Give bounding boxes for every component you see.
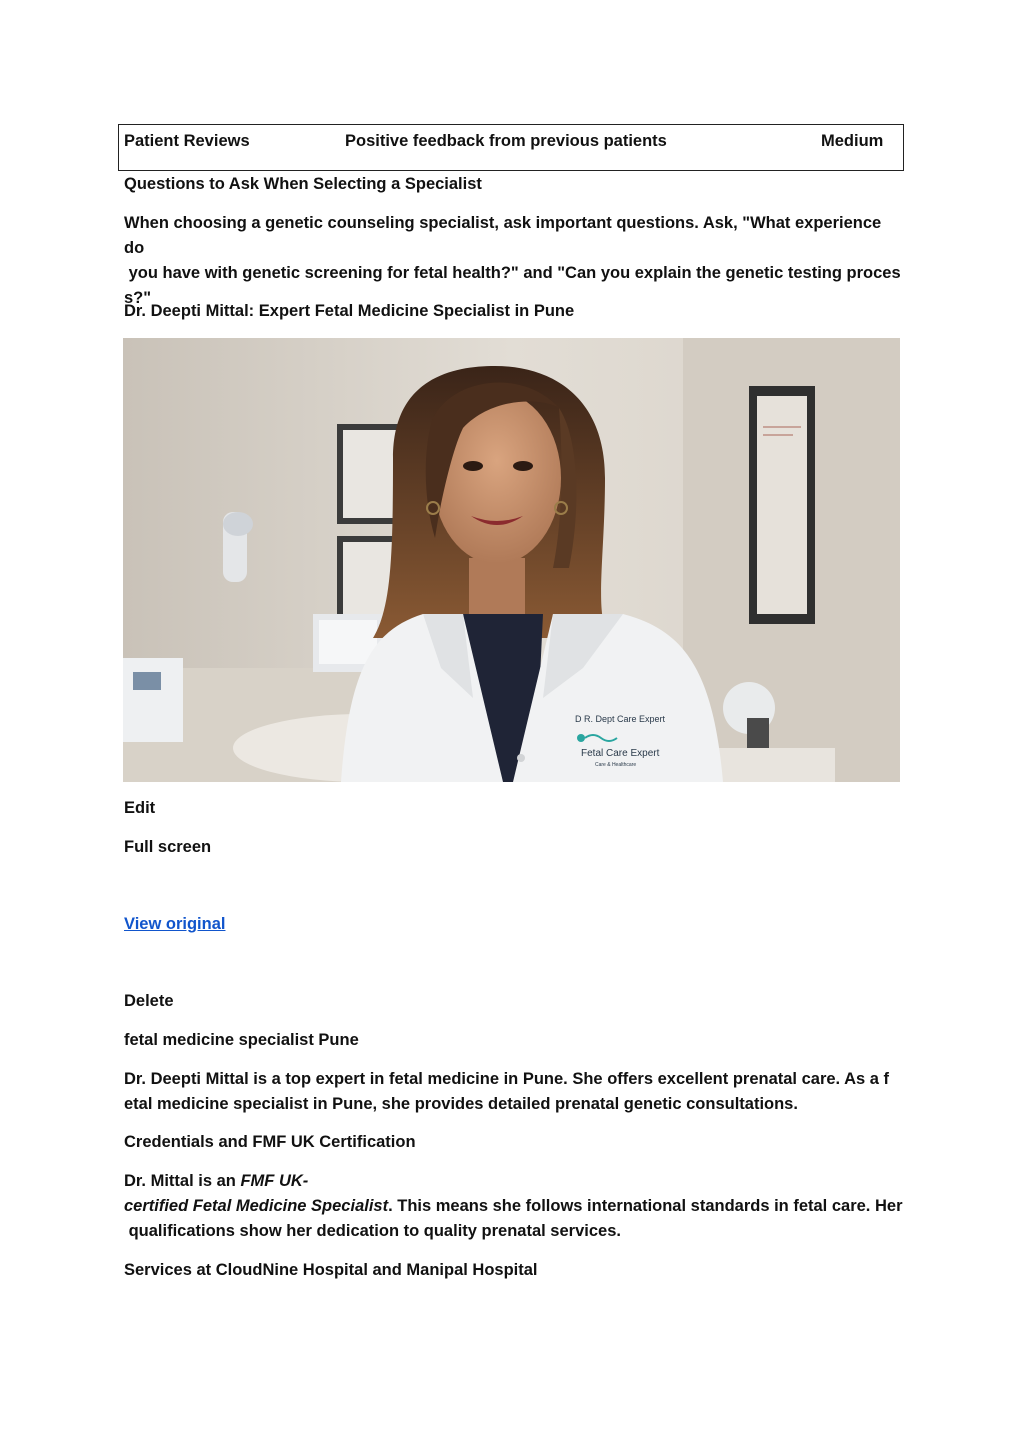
image-delete-action[interactable]: Delete [124, 992, 174, 1010]
view-original-link[interactable]: View original [124, 915, 226, 933]
credentials-emphasis-2: certified Fetal Medicine Specialist [124, 1197, 389, 1215]
credentials-heading: Credentials and FMF UK Certification [124, 1133, 416, 1151]
criteria-table-row [118, 124, 904, 171]
questions-line-2: you have with genetic screening for fetal health?" and "Can you explain the genetic testing proces [124, 264, 901, 282]
image-full-screen-action[interactable]: Full screen [124, 838, 212, 856]
credentials-line-2-rest: . This means she follows international standards in fetal care. Her [388, 1197, 903, 1215]
table-cell-importance: Medium [821, 132, 884, 150]
doctor-heading: Dr. Deepti Mittal: Expert Fetal Medicine Specialist in Pune [124, 302, 575, 320]
keyword-heading: fetal medicine specialist Pune [124, 1031, 359, 1049]
questions-heading: Questions to Ask When Selecting a Specialist [124, 175, 482, 193]
intro-paragraph [124, 1067, 904, 1117]
credentials-line-3: qualifications show her dedication to quality prenatal services. [124, 1222, 621, 1240]
questions-line-1: When choosing a genetic counseling specialist, ask important questions. Ask, "What experience do [124, 214, 882, 257]
credentials-emphasis-1: FMF UK- [240, 1172, 309, 1190]
credentials-paragraph [124, 1169, 904, 1244]
coat-badge-text-2: Fetal Care Expert [581, 748, 660, 759]
questions-line-3: s?" [124, 289, 152, 307]
questions-paragraph [124, 211, 904, 311]
coat-badge-text-1: D R. Dept Care Expert [575, 714, 666, 724]
image-edit-action[interactable]: Edit [124, 799, 156, 817]
services-heading: Services at CloudNine Hospital and Manipal Hospital [124, 1261, 538, 1279]
doctor-photo [123, 338, 900, 782]
credentials-prefix: Dr. Mittal is an [124, 1172, 241, 1190]
intro-line-1: Dr. Deepti Mittal is a top expert in fetal medicine in Pune. She offers excellent prenatal care. As a f [124, 1070, 890, 1088]
table-cell-description: Positive feedback from previous patients [345, 132, 667, 150]
doctor-portrait-image [123, 338, 900, 782]
intro-line-2: etal medicine specialist in Pune, she provides detailed prenatal genetic consultations. [124, 1095, 798, 1113]
coat-badge-text-3: Care & Healthcare [595, 762, 637, 768]
table-cell-factor: Patient Reviews [124, 132, 250, 150]
